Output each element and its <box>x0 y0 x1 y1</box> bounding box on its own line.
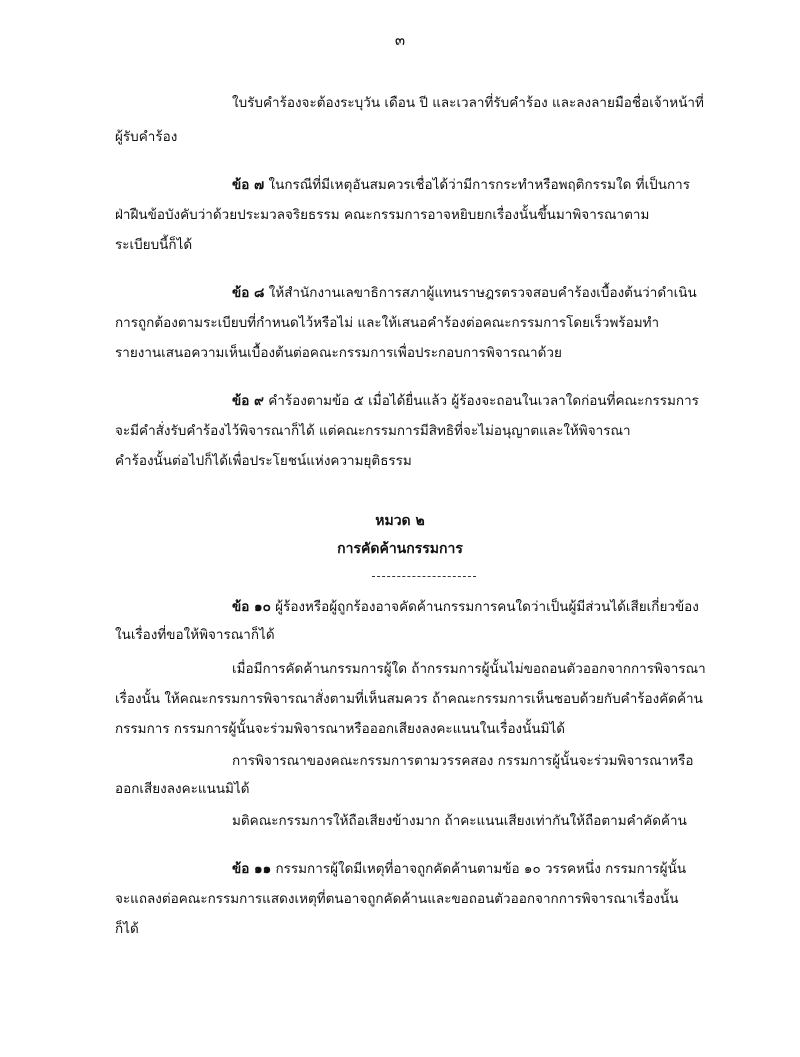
clause-10-label: ข้อ ๑๐ <box>232 599 271 615</box>
chapter-separator <box>372 576 476 577</box>
clause-8-line-1: ให้สำนักงานเลขาธิการสภาผู้แทนราษฎรตรวจสอบคำร้องเบื้องต้นว่าดำเนิน <box>268 285 697 301</box>
clause-10-p3-line-2: ออกเสียงลงคะแนนมิได้ <box>115 781 250 797</box>
clause-7-line-3: ระเบียบนี้ก็ได้ <box>115 237 193 253</box>
clause-9-label: ข้อ ๙ <box>232 393 264 409</box>
clause-8-line-3: รายงานเสนอความเห็นเบื้องต้นต่อคณะกรรมการเพื่อประกอบการพิจารณาด้วย <box>115 345 562 361</box>
clause-10-p3-line-1: การพิจารณาของคณะกรรมการตามวรรคสอง กรรมการผู้นั้นจะร่วมพิจารณาหรือ <box>232 753 694 769</box>
chapter-title: การคัดค้านกรรมการ <box>337 541 463 557</box>
clause-10-p2-line-3: กรรมการ กรรมการผู้นั้นจะร่วมพิจารณาหรือออกเสียงลงคะแนนในเรื่องนั้นมิได้ <box>115 721 566 737</box>
clause-9-first-line <box>232 392 699 410</box>
clause-10-p4-line-1: มติคณะกรรมการให้ถือเสียงข้างมาก ถ้าคะแนนเสียงเท่ากันให้ถือตามคำคัดค้าน <box>232 813 687 829</box>
clause-7-first-line <box>232 176 690 194</box>
chapter-number: หมวด ๒ <box>375 513 425 529</box>
clause-9-line-1: คำร้องตามข้อ ๕ เมื่อได้ยื่นแล้ว ผู้ร้องจะถอนในเวลาใดก่อนที่คณะกรรมการ <box>268 393 699 409</box>
clause-8-line-2: การถูกต้องตามระเบียบที่กำหนดไว้หรือไม่ และให้เสนอคำร้องต่อคณะกรรมการโดยเร็วพร้อมทำ <box>115 315 660 331</box>
clause-10-line-1: ผู้ร้องหรือผู้ถูกร้องอาจคัดค้านกรรมการคนใดว่าเป็นผู้มีส่วนได้เสียเกี่ยวข้อง <box>275 599 699 615</box>
clause-7-label: ข้อ ๗ <box>232 177 265 193</box>
clause-10-line-2: ในเรื่องที่ขอให้พิจารณาก็ได้ <box>115 627 275 643</box>
clause-10-p2-line-1: เมื่อมีการคัดค้านกรรมการผู้ใด ถ้ากรรมการผู้นั้นไม่ขอถอนตัวออกจากการพิจารณา <box>232 661 706 677</box>
clause-7-line-2: ฝ่าฝืนข้อบังคับว่าด้วยประมวลจริยธรรม คณะกรรมการอาจหยิบยกเรื่องนั้นขึ้นมาพิจารณาตาม <box>115 207 650 223</box>
clause-8-first-line <box>232 284 697 302</box>
clause-10-p2-line-2: เรื่องนั้น ให้คณะกรรมการพิจารณาสั่งตามที่เห็นสมควร ถ้าคณะกรรมการเห็นชอบด้วยกับคำร้องคัดค้าน <box>115 691 703 707</box>
clause-11-line-3: ก็ได้ <box>115 921 139 937</box>
clause-11-label: ข้อ ๑๑ <box>232 861 272 877</box>
page-number: ๓ <box>394 31 406 49</box>
clause-11-line-2: จะแถลงต่อคณะกรรมการแสดงเหตุที่ตนอาจถูกคัดค้านและขอถอนตัวออกจากการพิจารณาเรื่องนั้น <box>115 891 679 907</box>
intro-line-2: ผู้รับคำร้อง <box>115 129 178 145</box>
clause-9-line-3: คำร้องนั้นต่อไปก็ได้เพื่อประโยชน์แห่งความยุติธรรม <box>115 453 412 469</box>
intro-line-1: ใบรับคำร้องจะต้องระบุวัน เดือน ปี และเวลาที่รับคำร้อง และลงลายมือชื่อเจ้าหน้าที่ <box>232 95 704 111</box>
clause-8-label: ข้อ ๘ <box>232 285 265 301</box>
clause-9-line-2: จะมีคำสั่งรับคำร้องไว้พิจารณาก็ได้ แต่คณะกรรมการมีสิทธิที่จะไม่อนุญาตและให้พิจารณา <box>115 423 631 439</box>
clause-11-first-line <box>232 860 686 878</box>
clause-11-line-1: กรรมการผู้ใดมีเหตุที่อาจถูกคัดค้านตามข้อ ๑๐ วรรคหนึ่ง กรรมการผู้นั้น <box>275 861 687 877</box>
clause-7-line-1: ในกรณีที่มีเหตุอันสมควรเชื่อได้ว่ามีการกระทำหรือพฤติกรรมใด ที่เป็นการ <box>268 177 690 193</box>
clause-10-first-line <box>232 598 699 616</box>
